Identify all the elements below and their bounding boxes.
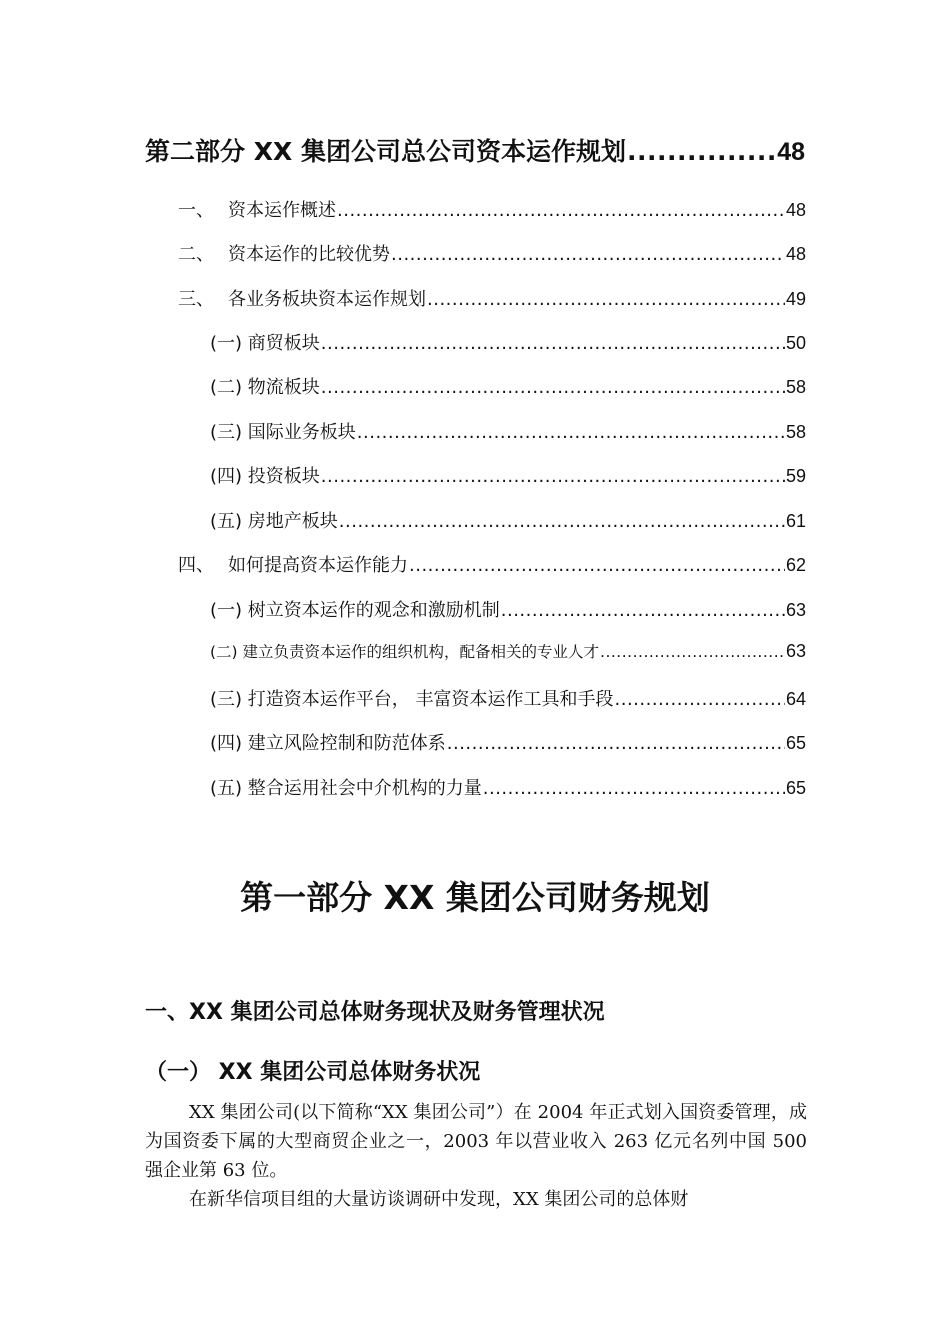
- toc-leader-dots: [321, 466, 785, 487]
- toc-part2-page: 48: [777, 138, 805, 166]
- toc-leader-dots: [321, 377, 785, 398]
- toc-leader-dots: [427, 289, 785, 310]
- toc-entry-label: (三) 国际业务板块: [210, 422, 356, 443]
- toc-entry-page: 59: [785, 466, 806, 486]
- toc-entry-number: 一、: [178, 200, 214, 221]
- toc-entry-label: (四) 建立风险控制和防范体系: [210, 733, 446, 754]
- toc-entry-number: 四、: [178, 555, 214, 576]
- toc-leader-dots: [321, 333, 785, 354]
- toc-leader-dots: [447, 733, 785, 754]
- toc-leader-dots: [409, 555, 785, 576]
- toc-entry-3-1[interactable]: [210, 329, 806, 355]
- toc-entry-label: (一) 商贸板块: [210, 333, 320, 354]
- toc-entry-4-1[interactable]: [210, 596, 806, 622]
- toc-entry-page: 48: [785, 244, 806, 264]
- toc-entry-label: 各业务板块资本运作规划: [228, 289, 426, 310]
- toc-entry-4-3[interactable]: [210, 685, 806, 711]
- toc-entry-page: 65: [785, 733, 806, 753]
- toc-entry-3[interactable]: [178, 285, 806, 311]
- toc-entry-4-2[interactable]: [210, 640, 806, 662]
- toc-entry-label: (五) 房地产板块: [210, 511, 338, 532]
- toc-leader-dots: [337, 200, 785, 221]
- toc-entry-3-2[interactable]: [210, 373, 806, 399]
- section-title: 一、XX 集团公司总体财务现状及财务管理状况: [145, 1000, 605, 1025]
- toc-entry-page: 58: [785, 377, 806, 397]
- toc-entry-4-4[interactable]: [210, 729, 806, 755]
- toc-entry-label: 如何提高资本运作能力: [228, 555, 408, 576]
- toc-entry-2[interactable]: [178, 240, 806, 266]
- toc-leader-dots: [600, 643, 785, 661]
- toc-entry-page: 63: [785, 600, 806, 620]
- toc-leader-dots: [357, 422, 785, 443]
- toc-entry-page: 64: [785, 689, 806, 709]
- toc-leader-dots: [391, 244, 785, 265]
- toc-leader-dots: [483, 778, 785, 799]
- toc-entry-label: (五) 整合运用社会中介机构的力量: [210, 778, 482, 799]
- toc-leader-dots: [615, 689, 785, 710]
- toc-entry-label: (二) 建立负责资本运作的组织机构，配备相关的专业人才: [210, 643, 600, 661]
- toc-part2-label: 第二部分 XX 集团公司总公司资本运作规划: [145, 137, 626, 166]
- toc-entry-page: 50: [785, 333, 806, 353]
- toc-entry-number: 三、: [178, 289, 214, 310]
- toc-entry-page: 65: [785, 778, 806, 798]
- toc-entry-label: 资本运作概述: [228, 200, 336, 221]
- toc-entry-label: (一) 树立资本运作的观念和激励机制: [210, 600, 500, 621]
- toc-entry-3-5[interactable]: [210, 507, 806, 533]
- toc-entry-4[interactable]: [178, 551, 806, 577]
- toc-entry-3-3[interactable]: [210, 418, 806, 444]
- toc-entry-label: (四) 投资板块: [210, 466, 320, 487]
- paragraph-text: 在新华信项目组的大量访谈调研中发现，XX 集团公司的总体财: [189, 1189, 689, 1210]
- toc-entry-page: 63: [785, 641, 806, 661]
- subsection-title: （一） XX 集团公司总体财务状况: [145, 1060, 481, 1085]
- toc-entry-page: 58: [785, 422, 806, 442]
- toc-leader-dots: [627, 137, 776, 166]
- body-paragraph-2: [145, 1185, 807, 1214]
- toc-entry-1[interactable]: [178, 196, 806, 222]
- toc-entry-page: 49: [785, 289, 806, 309]
- toc-entry-label: (三) 打造资本运作平台， 丰富资本运作工具和手段: [210, 689, 614, 710]
- toc-entry-label: (二) 物流板块: [210, 377, 320, 398]
- toc-entry-3-4[interactable]: [210, 462, 806, 488]
- paragraph-text: XX 集团公司(以下简称“XX 集团公司”）在 2004 年正式划入国资委管理，成为国资委下属的大型商贸企业之一，2003 年以营业收入 263 亿元名列中国 500 强企业第 63 位。: [145, 1102, 807, 1181]
- toc-leader-dots: [339, 511, 785, 532]
- toc-entry-label: 资本运作的比较优势: [228, 244, 390, 265]
- toc-leader-dots: [501, 600, 785, 621]
- toc-part2-entry[interactable]: [145, 132, 805, 168]
- body-paragraph-1: [145, 1098, 807, 1185]
- toc-entry-page: 61: [785, 511, 806, 531]
- toc-entry-page: 62: [785, 555, 806, 575]
- toc-entry-number: 二、: [178, 244, 214, 265]
- part-title: 第一部分 XX 集团公司财务规划: [240, 878, 710, 917]
- toc-entry-4-5[interactable]: [210, 774, 806, 800]
- toc-entry-page: 48: [785, 200, 806, 220]
